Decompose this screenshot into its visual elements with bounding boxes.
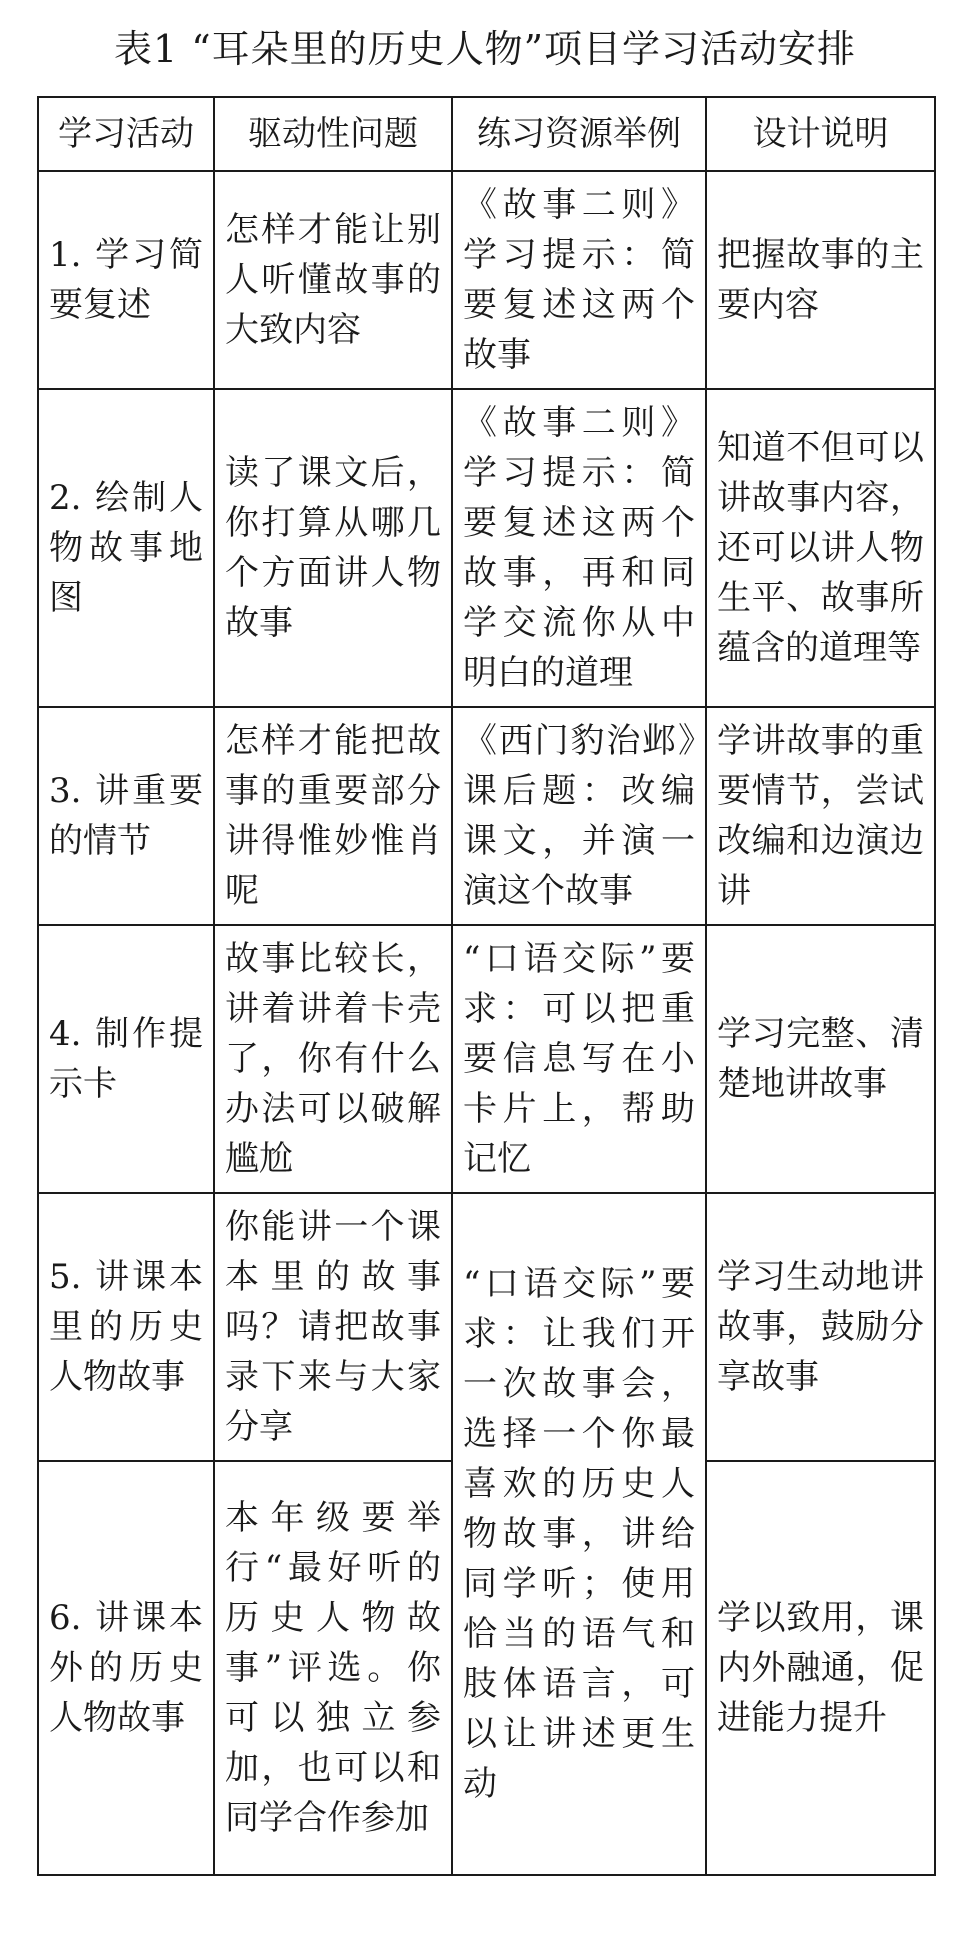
header-question: 驱动性问题 xyxy=(214,97,452,171)
header-design: 设计说明 xyxy=(706,97,935,171)
resource-cell: 《西门豹治邺》课后题：改编课文，并演一演这个故事 xyxy=(452,707,706,925)
resource-cell: 《故事二则》学习提示：简要复述这两个故事，再和同学交流你从中明白的道理 xyxy=(452,389,706,707)
question-cell: 故事比较长，讲着讲着卡壳了，你有什么办法可以破解尴尬 xyxy=(214,925,452,1193)
activity-cell: 2. 绘制人物故事地图 xyxy=(38,389,214,707)
design-cell: 学习完整、清楚地讲故事 xyxy=(706,925,935,1193)
resource-cell-merged: “口语交际”要求：让我们开一次故事会，选择一个你最喜欢的历史人物故事，讲给同学听；使用恰当的语气和肢体语言，可以让讲述更生动 xyxy=(452,1193,706,1875)
design-cell: 学习生动地讲故事，鼓励分享故事 xyxy=(706,1193,935,1461)
activity-cell: 1. 学习简要复述 xyxy=(38,171,214,389)
table-row xyxy=(38,707,935,925)
design-cell: 学以致用，课内外融通，促进能力提升 xyxy=(706,1461,935,1875)
question-cell: 本年级要举行“最好听的历史人物故事”评选。你可以独立参加，也可以和同学合作参加 xyxy=(214,1461,452,1875)
table-row xyxy=(38,389,935,707)
activity-cell: 6. 讲课本外的历史人物故事 xyxy=(38,1461,214,1875)
table-row xyxy=(38,925,935,1193)
question-cell: 读了课文后，你打算从哪几个方面讲人物故事 xyxy=(214,389,452,707)
design-cell: 学讲故事的重要情节，尝试改编和边演边讲 xyxy=(706,707,935,925)
resource-cell: 《故事二则》学习提示：简要复述这两个故事 xyxy=(452,171,706,389)
question-cell: 怎样才能把故事的重要部分讲得惟妙惟肖呢 xyxy=(214,707,452,925)
resource-cell: “口语交际”要求：可以把重要信息写在小卡片上，帮助记忆 xyxy=(452,925,706,1193)
table-title: 表1 “耳朵里的历史人物”项目学习活动安排 xyxy=(113,27,857,71)
design-cell: 把握故事的主要内容 xyxy=(706,171,935,389)
question-cell: 怎样才能让别人听懂故事的大致内容 xyxy=(214,171,452,389)
design-cell: 知道不但可以讲故事内容，还可以讲人物生平、故事所蕴含的道理等 xyxy=(706,389,935,707)
table-row xyxy=(38,1193,935,1461)
activity-table xyxy=(37,96,936,1876)
table-row xyxy=(38,171,935,389)
activity-cell: 5. 讲课本里的历史人物故事 xyxy=(38,1193,214,1461)
header-resource: 练习资源举例 xyxy=(452,97,706,171)
header-activity: 学习活动 xyxy=(38,97,214,171)
activity-cell: 4. 制作提示卡 xyxy=(38,925,214,1193)
question-cell: 你能讲一个课本里的故事吗？请把故事录下来与大家分享 xyxy=(214,1193,452,1461)
activity-cell: 3. 讲重要的情节 xyxy=(38,707,214,925)
header-row xyxy=(38,97,935,171)
